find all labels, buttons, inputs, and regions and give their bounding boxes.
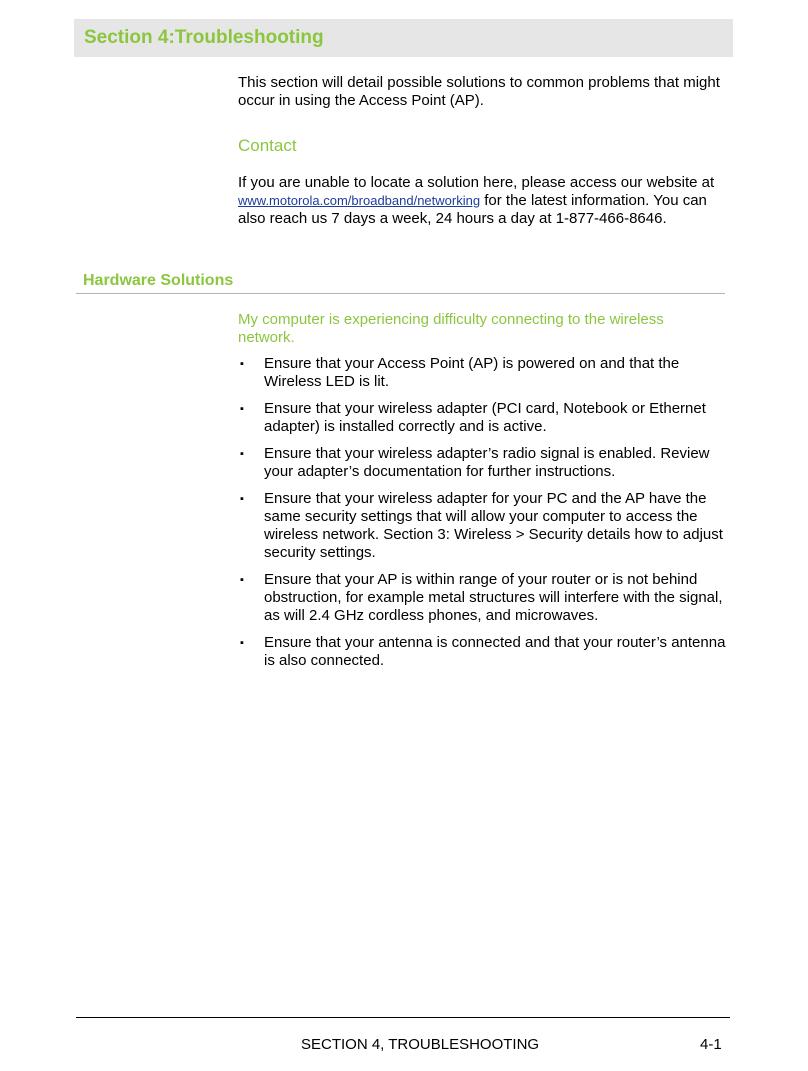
contact-heading: Contact (238, 136, 297, 155)
solution-text: Ensure that your antenna is connected and that your router’s antenna is also connected. (264, 634, 726, 669)
bullet-icon: ▪ (240, 493, 244, 505)
footer-divider (76, 1017, 730, 1018)
solution-text: Ensure that your wireless adapter for your PC and the AP have the same security settings that will allow your computer to access the wireless network. Section 3: Wireless > Security details how to adjust security settings. (264, 490, 723, 561)
section-title: Section 4:Troubleshooting (84, 27, 324, 48)
heading-divider (76, 293, 725, 294)
list-item (238, 400, 728, 436)
intro-paragraph: This section will detail possible solutions to common problems that might occur in using the Access Point (AP). (238, 74, 720, 109)
list-item (238, 490, 728, 562)
solution-text: Ensure that your Access Point (AP) is powered on and that the Wireless LED is lit. (264, 355, 680, 390)
bullet-icon: ▪ (240, 403, 244, 415)
solution-text: Ensure that your wireless adapter’s radio signal is enabled. Review your adapter’s documentation for further instructions. (264, 445, 710, 480)
contact-text-after-link: for the latest information. You can also reach us 7 days a week, 24 hours a day at 1-877-466-8646. (238, 192, 707, 227)
solution-text: Ensure that your AP is within range of your router or is not behind obstruction, for example metal structures will interfere with the signal, as will 2.4 GHz cordless phones, and microwaves. (264, 571, 723, 624)
footer-section-label: SECTION 4, TROUBLESHOOTING (301, 1036, 540, 1053)
bullet-icon: ▪ (240, 358, 244, 370)
hardware-solutions-heading: Hardware Solutions (83, 272, 234, 289)
contact-paragraph (238, 174, 728, 228)
list-item (238, 445, 728, 481)
solutions-list (238, 355, 728, 679)
list-item (238, 355, 728, 391)
bullet-icon: ▪ (240, 574, 244, 586)
page-number: 4-1 (700, 1036, 722, 1053)
list-item (238, 571, 728, 625)
list-item (238, 634, 728, 670)
solution-text: Ensure that your wireless adapter (PCI card, Notebook or Ethernet adapter) is installed correctly and is active. (264, 400, 706, 435)
problem-statement: My computer is experiencing difficulty connecting to the wireless network. (238, 311, 664, 346)
bullet-icon: ▪ (240, 637, 244, 649)
contact-text-before-link: If you are unable to locate a solution here, please access our website at (238, 174, 715, 191)
section-banner (74, 19, 733, 57)
bullet-icon: ▪ (240, 448, 244, 460)
motorola-website-link[interactable]: www.motorola.com/broadband/networking (238, 193, 481, 208)
